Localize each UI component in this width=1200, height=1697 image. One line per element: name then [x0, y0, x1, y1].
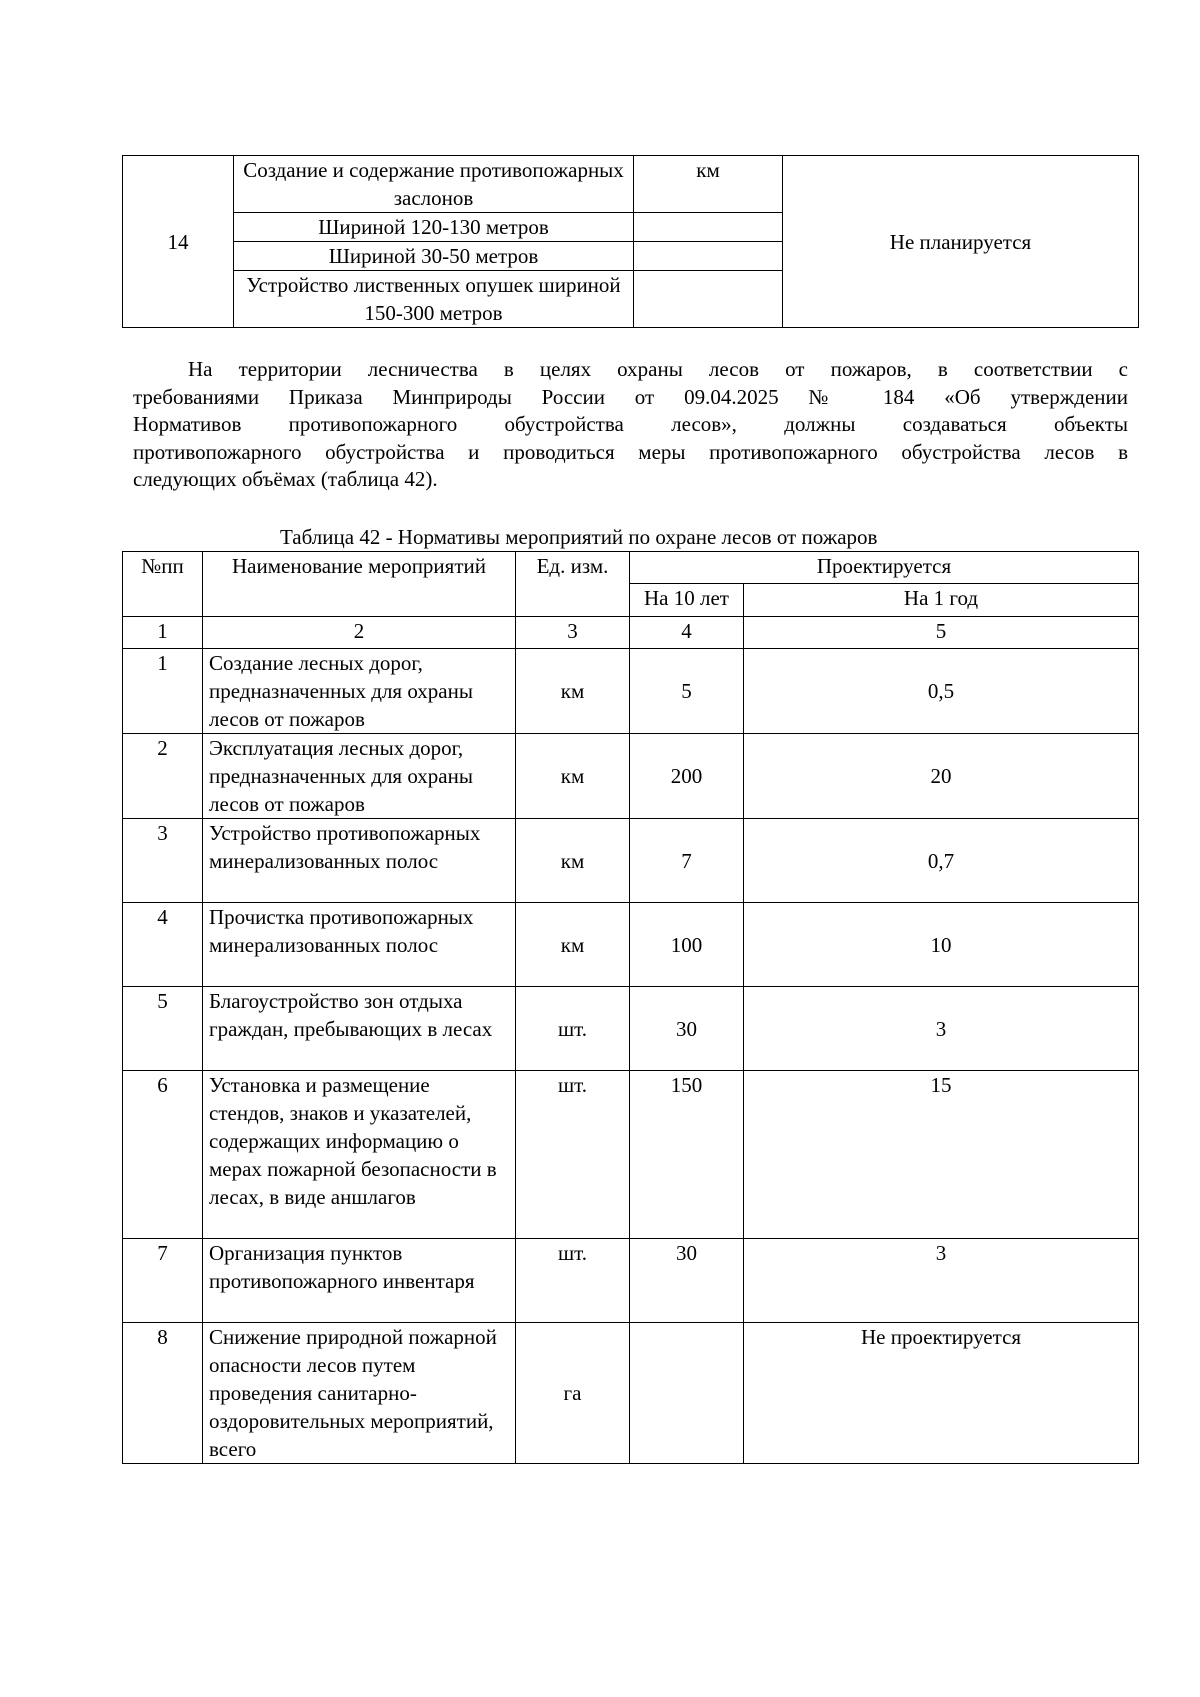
unit-cell: км: [634, 156, 783, 213]
row-unit: шт.: [516, 1239, 630, 1323]
header-name: Наименование мероприятий: [203, 552, 516, 617]
row-ten-years: 150: [630, 1071, 744, 1239]
row-unit: шт.: [516, 987, 630, 1071]
table-row: [123, 903, 1139, 987]
row-unit: км: [516, 903, 630, 987]
row-unit: км: [516, 734, 630, 819]
item-width-30: Шириной 30-50 метров: [234, 242, 634, 271]
row-number: 8: [123, 1323, 203, 1464]
row-name: Прочистка противопожарных минерализованных полос: [203, 903, 516, 987]
row-name: Снижение природной пожарной опасности лесов путем проведения санитарно-оздоровительных мероприятий, всего: [203, 1323, 516, 1464]
row-number: 14: [123, 156, 234, 328]
row-one-year: 3: [744, 987, 1139, 1071]
table-42: [122, 551, 1139, 1464]
row-one-year: 0,7: [744, 819, 1139, 903]
col-number: 3: [516, 617, 630, 649]
table-row: [123, 1323, 1139, 1464]
header-num: №пп: [123, 552, 203, 617]
table-caption: Таблица 42 - Нормативы мероприятий по охране лесов от пожаров: [280, 525, 878, 549]
row-name: Организация пунктов противопожарного инвентаря: [203, 1239, 516, 1323]
row-number: 6: [123, 1071, 203, 1239]
empty-unit-cell: [634, 242, 783, 271]
table-row: [123, 819, 1139, 903]
row-number: 3: [123, 819, 203, 903]
row-ten-years: 100: [630, 903, 744, 987]
row-one-year: 20: [744, 734, 1139, 819]
row-one-year: 3: [744, 1239, 1139, 1323]
table-row: [123, 987, 1139, 1071]
row-unit: км: [516, 819, 630, 903]
row-number: 4: [123, 903, 203, 987]
paragraph-line: противопожарного обустройства и проводиться меры противопожарного обустройства лесов в: [133, 439, 1128, 464]
paragraph-line: На территории лесничества в целях охраны лесов от пожаров, в соответствии с: [188, 357, 1128, 381]
row-number: 2: [123, 734, 203, 819]
col-number: 1: [123, 617, 203, 649]
paragraph-line: следующих объёмах (таблица 42).: [133, 467, 438, 491]
row-ten-years: [630, 1323, 744, 1464]
row-ten-years: 30: [630, 987, 744, 1071]
col-number: 5: [744, 617, 1139, 649]
row-ten-years: 5: [630, 649, 744, 734]
empty-unit-cell: [634, 271, 783, 328]
row-unit: шт.: [516, 1071, 630, 1239]
header-projected: Проектируется: [630, 552, 1139, 584]
row-number: 7: [123, 1239, 203, 1323]
empty-unit-cell: [634, 213, 783, 242]
row-ten-years: 200: [630, 734, 744, 819]
row-unit: га: [516, 1323, 630, 1464]
table-row: [123, 649, 1139, 734]
body-paragraph: [133, 356, 1128, 494]
row-name: Эксплуатация лесных дорог, предназначенных для охраны лесов от пожаров: [203, 734, 516, 819]
row-number: 1: [123, 649, 203, 734]
top-table: [122, 155, 1139, 328]
row-name: Благоустройство зон отдыха граждан, пребывающих в лесах: [203, 987, 516, 1071]
header-ten-years: На 10 лет: [630, 584, 744, 617]
row-ten-years: 7: [630, 819, 744, 903]
row-name: Устройство противопожарных минерализованных полос: [203, 819, 516, 903]
paragraph-line: Нормативов противопожарного обустройства лесов», должны создаваться объекты: [133, 412, 1128, 436]
col-number: 2: [203, 617, 516, 649]
item-opushki: Устройство лиственных опушек шириной 150-300 метров: [234, 271, 634, 328]
row-name: Установка и размещение стендов, знаков и указателей, содержащих информацию о мерах пожарной безопасности в лесах, в виде аншлагов: [203, 1071, 516, 1239]
table-row: [123, 734, 1139, 819]
row-status: Не проектируется: [744, 1323, 1139, 1464]
row-unit: км: [516, 649, 630, 734]
paragraph-line: требованиями Приказа Минприроды России от 09.04.2025 № 184 «Об утверждении: [133, 384, 1128, 409]
row-one-year: 15: [744, 1071, 1139, 1239]
col-number: 4: [630, 617, 744, 649]
table-row: [123, 1239, 1139, 1323]
row-ten-years: 30: [630, 1239, 744, 1323]
item-width-120: Шириной 120-130 метров: [234, 213, 634, 242]
row-name: Создание лесных дорог, предназначенных для охраны лесов от пожаров: [203, 649, 516, 734]
header-one-year: На 1 год: [744, 584, 1139, 617]
table-row: [123, 1071, 1139, 1239]
status-cell: Не планируется: [783, 156, 1139, 328]
row-one-year: 0,5: [744, 649, 1139, 734]
item-zaslony: Создание и содержание противопожарных заслонов: [234, 156, 634, 213]
row-number: 5: [123, 987, 203, 1071]
header-unit: Ед. изм.: [516, 552, 630, 617]
row-one-year: 10: [744, 903, 1139, 987]
